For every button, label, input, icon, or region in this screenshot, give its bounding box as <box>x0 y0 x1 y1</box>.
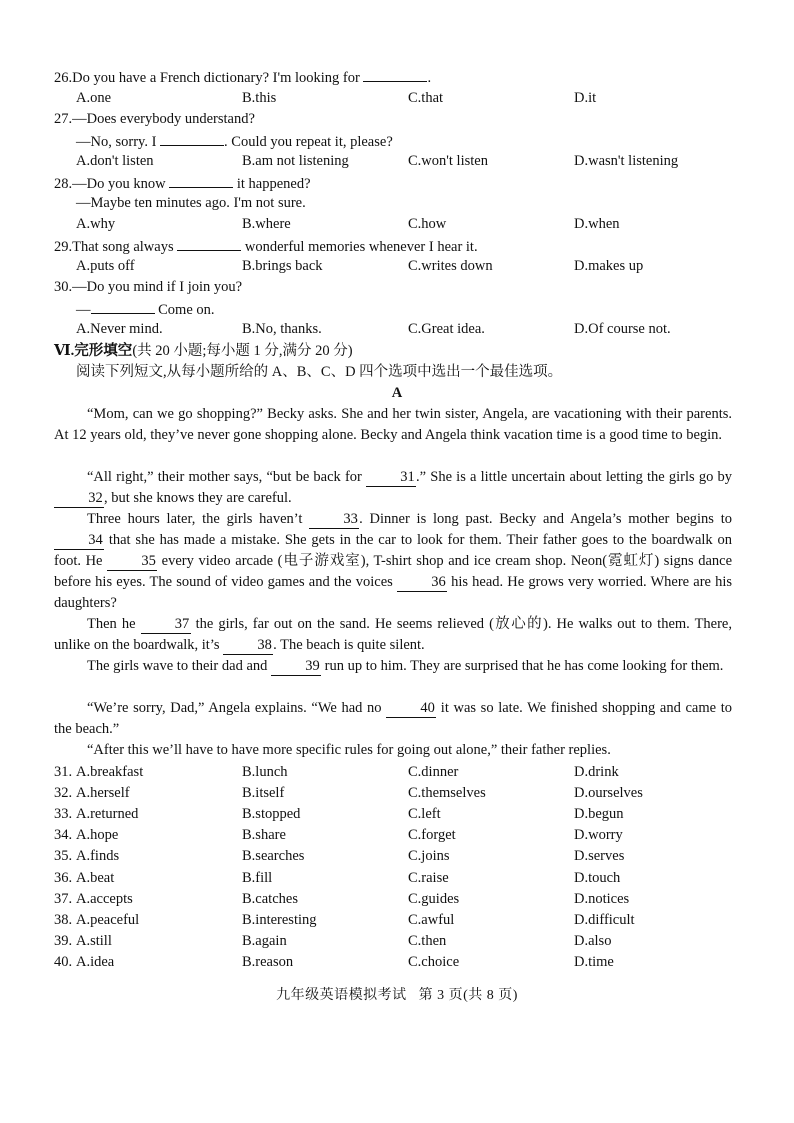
option-b: B.catches <box>242 890 298 907</box>
option-c: C.raise <box>408 869 449 886</box>
text: his head. He grows very worried. Where are his daughters? <box>54 574 733 611</box>
text: it was so late. We finished shopping and came to the beach.” <box>54 700 732 737</box>
choice-row-38 <box>54 910 734 931</box>
question-number: 27. <box>54 111 73 127</box>
option-b: B.searches <box>242 848 305 865</box>
text: run up to him. They are surprised that he has come looking for them. <box>324 658 724 674</box>
text: . Dinner is long past. Becky and Angela’s mother begins to <box>359 511 732 527</box>
option-a: A.finds <box>76 848 120 865</box>
option-d: D.difficult <box>574 911 635 928</box>
choice-number: 33. <box>54 806 73 823</box>
options-26 <box>76 88 736 109</box>
passage-paragraph-5 <box>54 656 732 677</box>
option-c: C.choice <box>408 953 460 970</box>
answer-blank <box>91 298 155 314</box>
question-26 <box>54 66 734 87</box>
option-b: B.No, thanks. <box>242 321 322 337</box>
question-30-reply <box>76 298 736 319</box>
option-d: D.Of course not. <box>574 321 671 337</box>
choice-number: 39. <box>54 932 73 949</box>
options-30 <box>76 319 736 340</box>
choice-row-39 <box>54 931 734 952</box>
section-heading <box>54 341 734 362</box>
option-d: D.notices <box>574 890 630 907</box>
blank-35: 35 <box>107 552 157 571</box>
options-29 <box>76 256 736 277</box>
option-c: C.dinner <box>408 764 459 780</box>
blank-38: 38 <box>223 636 273 655</box>
option-b: B.am not listening <box>242 153 349 169</box>
choice-number: 31. <box>54 764 73 780</box>
page-total: (共 8 页) <box>463 988 518 1003</box>
option-b: B.again <box>242 932 287 949</box>
passage-paragraph-1: “Mom, can we go shopping?” Becky asks. She and her twin sister, Angela, are vacationing with their parents. At 12 years old, they’ve never gone shopping alone. Becky and Angela think vacation time is a good time to begin. <box>54 406 732 443</box>
option-a: A.peaceful <box>76 911 140 928</box>
reply-text: —Maybe ten minutes ago. I'm not sure. <box>76 195 306 211</box>
option-c: C.won't listen <box>408 153 488 169</box>
text: .” She is a little uncertain about letting the girls go by <box>416 469 733 485</box>
passage-paragraph-4 <box>54 614 732 656</box>
choice-row-34 <box>54 825 734 846</box>
choice-row-31 <box>54 762 734 783</box>
option-a: A.herself <box>76 785 130 802</box>
text: . The beach is quite silent. <box>273 637 425 653</box>
text: , but she knows they are careful. <box>104 490 292 506</box>
option-d: D.time <box>574 953 614 970</box>
answer-blank <box>160 130 224 146</box>
question-30 <box>54 277 734 298</box>
option-a: A.puts off <box>76 258 135 274</box>
question-end: . <box>427 70 432 86</box>
blank-39: 39 <box>271 657 321 676</box>
question-29 <box>54 235 734 256</box>
question-stem: Do you have a French dictionary? I'm looking for <box>72 70 360 86</box>
answer-blank <box>363 66 427 82</box>
option-c: C.that <box>408 90 444 106</box>
text: every video arcade (电子游戏室), T-shirt shop and ice cream shop. Neon(霓虹灯) signs dance before his eyes. The sound of video games and the voices <box>54 553 733 590</box>
option-d: D.wasn't listening <box>574 153 679 169</box>
option-b: B.interesting <box>242 911 317 928</box>
question-number: 29. <box>54 239 73 255</box>
option-c: C.forget <box>408 827 456 844</box>
option-d: D.makes up <box>574 258 644 274</box>
option-d: D.begun <box>574 806 624 823</box>
option-d: D.also <box>574 932 612 949</box>
question-number: 28. <box>54 176 73 192</box>
question-27-reply <box>76 130 736 151</box>
choice-row-36 <box>54 868 734 889</box>
option-c: C.Great idea. <box>408 321 485 337</box>
answer-blank <box>169 172 233 188</box>
question-number: 30. <box>54 279 73 295</box>
section-title: Ⅵ.完形填空 <box>54 343 133 359</box>
question-28 <box>54 172 734 193</box>
option-a: A.why <box>76 216 116 232</box>
choice-number: 35. <box>54 848 73 865</box>
option-c: C.left <box>408 806 441 823</box>
option-a: A.breakfast <box>76 764 144 780</box>
answer-blank <box>177 235 241 251</box>
option-d: D.ourselves <box>574 785 643 802</box>
option-a: A.Never mind. <box>76 321 163 337</box>
section-note: (共 20 小题;每小题 1 分,满分 20 分) <box>132 343 353 359</box>
passage-paragraph-2 <box>54 467 732 509</box>
option-d: D.serves <box>574 848 625 865</box>
choice-number: 38. <box>54 911 73 928</box>
option-a: A.still <box>76 932 112 949</box>
option-c: C.themselves <box>408 785 486 802</box>
question-part: That song always <box>72 239 174 255</box>
text: The girls wave to their dad and <box>87 658 268 674</box>
choice-row-37 <box>54 889 734 910</box>
option-d: D.touch <box>574 869 621 886</box>
option-d: D.when <box>574 216 620 232</box>
reply-part: —No, sorry. I <box>76 134 157 150</box>
reply-text: Come on. <box>158 302 215 318</box>
passage-label: A <box>391 385 403 401</box>
text: “All right,” their mother says, “but be back for <box>87 469 362 485</box>
text: that she has made a mistake. She gets in the car to look for them. Their father goes to the boardwalk on foot. He <box>54 532 733 569</box>
blank-32: 32 <box>54 489 104 508</box>
choice-row-40 <box>54 952 734 973</box>
option-d: D.worry <box>574 827 623 844</box>
question-part: it happened? <box>236 176 311 192</box>
blank-33: 33 <box>309 510 359 529</box>
passage-paragraph-6 <box>54 698 732 740</box>
option-a: A.idea <box>76 953 115 970</box>
question-number: 26. <box>54 70 73 86</box>
passage-paragraph-7: “After this we’ll have to have more specific rules for going out alone,” their father replies. <box>87 742 611 758</box>
option-b: B.lunch <box>242 764 288 780</box>
text: Then he <box>87 616 136 632</box>
question-28-reply <box>76 193 736 214</box>
option-c: C.then <box>408 932 447 949</box>
choice-number: 32. <box>54 785 73 802</box>
option-a: A.hope <box>76 827 119 844</box>
text: the girls, far out on the sand. He seems relieved (放心的). He walks out to them. There, unlike on the boardwalk, it’s <box>54 616 732 653</box>
blank-37: 37 <box>141 615 191 634</box>
option-c: C.guides <box>408 890 460 907</box>
blank-31: 31 <box>366 468 416 487</box>
section-instruction: 阅读下列短文,从每小题所给的 A、B、C、D 四个选项中选出一个最佳选项。 <box>76 364 563 380</box>
passage-paragraph-3 <box>54 509 732 614</box>
page-footer <box>0 986 794 1006</box>
page-label: 页 <box>448 988 464 1003</box>
option-a: A.accepts <box>76 890 133 907</box>
option-b: B.fill <box>242 869 273 886</box>
option-b: B.where <box>242 216 291 232</box>
question-27 <box>54 109 734 130</box>
option-b: B.share <box>242 827 286 844</box>
page-label: 第 <box>418 988 434 1003</box>
option-a: A.don't listen <box>76 153 154 169</box>
blank-34: 34 <box>54 531 104 550</box>
choice-number: 36. <box>54 869 73 886</box>
text: Three hours later, the girls haven’t <box>87 511 303 527</box>
option-b: B.brings back <box>242 258 323 274</box>
blank-40: 40 <box>386 699 436 718</box>
option-c: C.awful <box>408 911 455 928</box>
choice-row-32 <box>54 783 734 804</box>
question-part: —Do you know <box>72 176 166 192</box>
text: “We’re sorry, Dad,” Angela explains. “We had no <box>87 700 382 716</box>
option-b: B.itself <box>242 785 285 802</box>
option-c: C.joins <box>408 848 450 865</box>
option-b: B.this <box>242 90 277 106</box>
question-line: —Do you mind if I join you? <box>72 279 243 295</box>
option-a: A.beat <box>76 869 115 886</box>
exam-title: 九年级英语模拟考试 <box>276 988 407 1003</box>
choice-row-35 <box>54 846 734 867</box>
question-part: wonderful memories whenever I hear it. <box>244 239 478 255</box>
question-line: —Does everybody understand? <box>72 111 255 127</box>
reply-part: . Could you repeat it, please? <box>224 134 393 150</box>
option-d: D.drink <box>574 764 619 780</box>
options-28 <box>76 214 736 235</box>
choice-number: 37. <box>54 890 73 907</box>
choice-row-33 <box>54 804 734 825</box>
option-a: A.returned <box>76 806 139 823</box>
option-b: B.stopped <box>242 806 301 823</box>
choice-number: 40. <box>54 953 73 970</box>
option-d: D.it <box>574 90 597 106</box>
option-c: C.writes down <box>408 258 493 274</box>
page-number: 3 <box>437 988 445 1003</box>
reply-dash: — <box>76 302 91 318</box>
option-c: C.how <box>408 216 447 232</box>
options-27 <box>76 151 736 172</box>
choice-number: 34. <box>54 827 73 844</box>
option-b: B.reason <box>242 953 294 970</box>
blank-36: 36 <box>397 573 447 592</box>
option-a: A.one <box>76 90 112 106</box>
